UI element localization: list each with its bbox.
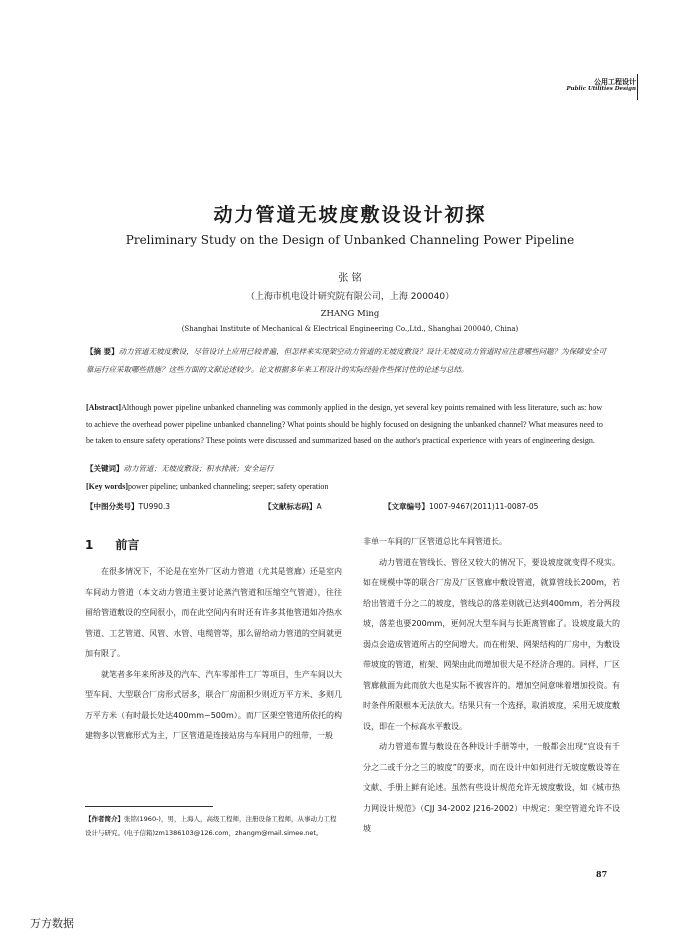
- section-number: 1: [85, 538, 94, 552]
- abstract-cn-text: 动力管道无坡度敷设，尽管设计上应用已较普遍，但怎样来实现架空动力管道的无坡度敷设？设计无坡度动力管道时应注意哪些问题？为保障安全可靠运行应采取哪些措施？这些方面的文献论述较少。论文根据多年来工程设计的实际经验作些探讨性的论述与总结。: [86, 347, 607, 374]
- clc-label: 【中图分类号】: [86, 502, 139, 511]
- paragraph: 在很多情况下，不论是在室外厂区动力管道（尤其是管廊）还是室内车间动力管道（本文动力管道主要讨论蒸汽管道和压缩空气管道），往往留给管道敷设的空间很小，而在此空间内有时还有许多其他管道如冷热水管道、工艺管道、风管、水管、电缆管等，那么留给动力管道的空间就更加有限了。: [85, 567, 342, 658]
- clc-value: TU990.3: [138, 502, 171, 511]
- journal-name-en: Public Utilities Design: [566, 86, 636, 93]
- keywords-en-text: power pipeline; unbanked channeling; seeper; safety operation: [128, 482, 329, 491]
- article-number: [384, 501, 538, 512]
- article-label: 【文章编号】: [384, 502, 429, 511]
- footnote-label: 【作者简介】: [85, 815, 124, 823]
- abstract-cn-label: 【摘 要】: [86, 347, 119, 356]
- abstract-en-text: Although power pipeline unbanked channeling was commonly applied in the design, yet several key points remained with less literature, such as: how to achieve the overhead power pipeline unbanked channeling? What points should be highly focused on designing the unbanked channel? What measures need to be taken to ensure safety operations? These points were discussed and summarized based on the author's practical experience with years of engineering design.: [86, 403, 603, 445]
- abstract-cn: [86, 343, 610, 378]
- journal-name-cn: 公用工程设计: [594, 78, 636, 86]
- journal-header: [567, 78, 636, 92]
- abstract-en: [86, 400, 610, 450]
- abstract-en-label: [Abstract]: [86, 403, 122, 412]
- paper-title-cn: 动力管道无坡度敷设设计初探: [213, 204, 487, 226]
- author-affiliation-cn: （上海市机电设计研究院有限公司，上海 200040）: [245, 292, 455, 302]
- section-heading: [85, 536, 139, 553]
- author-name-en: ZHANG Ming: [320, 309, 380, 319]
- keywords-en-label: [Key words]: [86, 482, 128, 491]
- clc-number: [86, 501, 170, 512]
- paragraph: 动力管道布置与敷设在各种设计手册等中，一般都会出现“宜设有千分之二或千分之三的坡度”的要求，而在设计中如何进行无坡度敷设等在文献、手册上鲜有论述。虽然有些设计规范允许无坡度敷设，如《城市热力网设计规范》（CJJ 34-2002 J216-2002）中规定：架空管道允许不设坡: [363, 742, 620, 833]
- paragraph: 非单一车间的厂区管道总比车间管道长。: [363, 537, 507, 546]
- keywords-cn-label: 【关键词】: [86, 464, 124, 473]
- footnote-divider: [85, 806, 213, 807]
- keywords-en: [86, 482, 328, 491]
- keywords-cn: [86, 463, 274, 474]
- watermark-text: 万方数据: [30, 917, 74, 930]
- paragraph: 动力管道在管线长、管径又较大的情况下，要设坡度就变得不现实。如在规模中等的联合厂房及厂区管廊中敷设管道，就算管线长200m，若给出管道千分之二的坡度，管线总的落差则就已达到400mm，若分两段坡，落差也要200mm，更何况大型车间与长距离管廊了。设坡度最大的弱点会造成管道所占的空间增大。而在桁架、网架结构的厂房中，为敷设带坡度的管道，桁架、网架由此而增加很大是不经济合理的。同样，厂区管廊截面为此而放大也是实际不被容许的。增加空间意味着增加投资。有时条件所限根本无法放大。结果只有一个选择，取消坡度，采用无坡度敷设，即在一个标高水平敷设。: [363, 557, 620, 731]
- author-affiliation-en: (Shanghai Institute of Mechanical & Electrical Engineering Co.,Ltd., Shanghai 200040, China): [181, 325, 519, 333]
- page-number: 87: [596, 869, 608, 879]
- body-left-column: [85, 562, 342, 747]
- doc-value: A: [316, 502, 322, 511]
- paper-title-en: Preliminary Study on the Design of Unbanked Channeling Power Pipeline: [125, 233, 575, 247]
- body-right-column: [363, 532, 620, 840]
- footnote-text: 张铭(1960-)，男，上海人，高级工程师，注册设备工程师，从事动力工程设计与研究。(电子信箱)zm1386103@126.com，zhangm@mail.simee.net。: [85, 815, 337, 837]
- author-name-cn: 张 铭: [338, 273, 362, 284]
- author-footnote: [85, 812, 342, 840]
- keywords-cn-text: 动力管道；无坡度敷设；积水排液；安全运行: [123, 464, 274, 473]
- document-code: [264, 501, 322, 512]
- paragraph: 就笔者多年来所涉及的汽车、汽车零部件工厂等项目，生产车间以大型车间、大型联合厂房形式居多，联合厂房面积少则近万平方米、多则几万平方米（有时最长处达400mm~500m）。而厂区架空管道所依托的构建物多以管廊形式为主，厂区管道是连接站房与车间用户的纽带，一般: [85, 669, 342, 740]
- section-title: 前言: [115, 538, 140, 552]
- doc-label: 【文献标志码】: [264, 502, 317, 511]
- header-divider: [637, 74, 638, 100]
- article-value: 1007-9467(2011)11-0087-05: [429, 502, 539, 511]
